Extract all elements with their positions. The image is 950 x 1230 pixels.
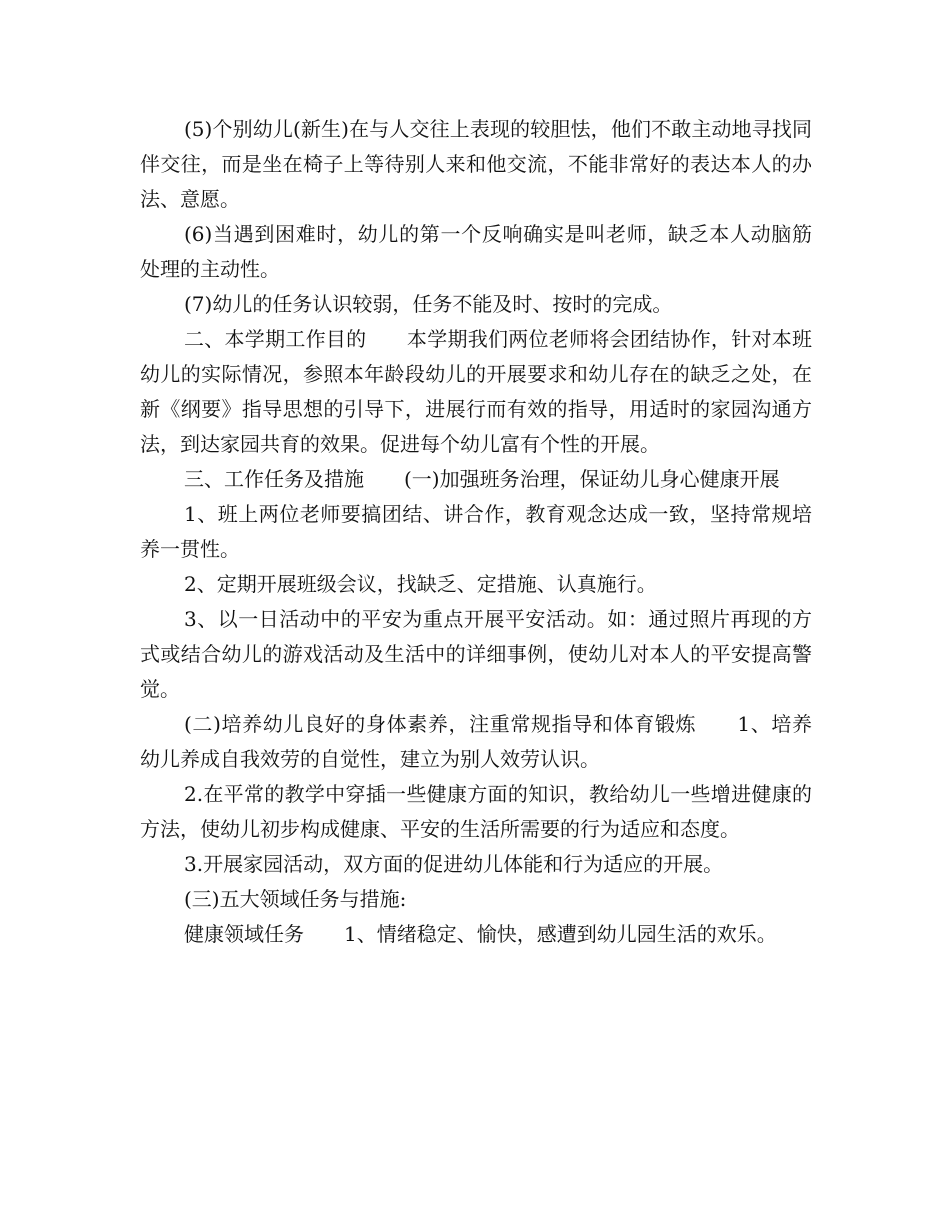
section-2-goals: 二、本学期工作目的 本学期我们两位老师将会团结协作，针对本班幼儿的实际情况，参照本年龄段幼儿的开展要求和幼儿存在的缺乏之处，在新《纲要》指导思想的引导下，进展行而有效的指导，用适时的家园沟通方法，到达家园共育的效果。促进每个幼儿富有个性的开展。 — [140, 327, 812, 456]
health-domain-tasks: 健康领域任务 1、情绪稳定、愉快，感遭到幼儿园生活的欢乐。 — [184, 922, 777, 946]
section-3-tasks-heading: 三、工作任务及措施 (一)加强班务治理，保证幼儿身心健康开展 — [184, 467, 780, 491]
physical-item-3: 3.开展家园活动，双方面的促进幼儿体能和行为适应的开展。 — [184, 852, 724, 876]
task-item-3: 3、以一日活动中的平安为重点开展平安活动。如：通过照片再现的方式或结合幼儿的游戏活动及生活中的详细事例，使幼儿对本人的平安提高警觉。 — [140, 607, 812, 701]
task-item-1: 1、班上两位老师要搞团结、讲合作，教育观念达成一致，坚持常规培养一贯性。 — [140, 502, 812, 561]
physical-item-2: 2.在平常的教学中穿插一些健康方面的知识，教给幼儿一些增进健康的方法，使幼儿初步构成健康、平安的生活所需要的行为适应和态度。 — [140, 782, 812, 841]
subsection-2-physical: (二)培养幼儿良好的身体素养，注重常规指导和体育锻炼 1、培养幼儿养成自我效劳的自觉性，建立为别人效劳认识。 — [140, 712, 812, 771]
paragraph-6-difficulty: (6)当遇到困难时，幼儿的第一个反响确实是叫老师，缺乏本人动脑筋处理的主动性。 — [140, 222, 812, 281]
paragraph-5-timid-children: (5)个别幼儿(新生)在与人交往上表现的较胆怯，他们不敢主动地寻找同伴交往，而是坐在椅子上等待别人来和他交流，不能非常好的表达本人的办法、意愿。 — [140, 117, 812, 211]
subsection-3-five-domains: (三)五大领域任务与措施: — [184, 887, 407, 911]
task-item-2: 2、定期开展班级会议，找缺乏、定措施、认真施行。 — [184, 572, 657, 596]
paragraph-7-task-awareness: (7)幼儿的任务认识较弱，任务不能及时、按时的完成。 — [184, 292, 673, 316]
document-body — [140, 112, 812, 952]
